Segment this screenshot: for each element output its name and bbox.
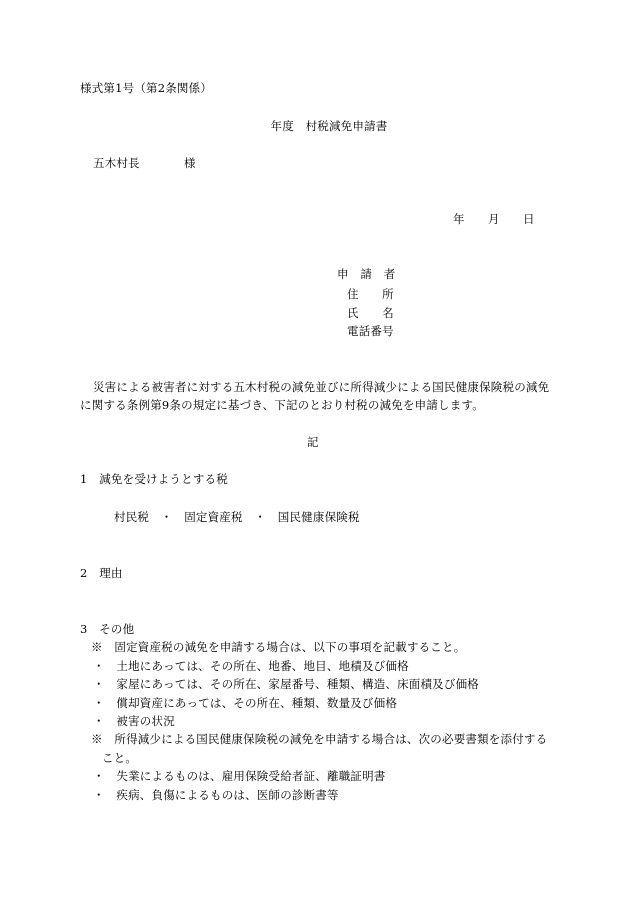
body-text-line-2: に関する条例第9条の規定に基づき、下記のとおり村税の減免を申請します。 <box>80 398 484 412</box>
applicant-heading: 申 請 者 <box>337 267 396 281</box>
section-2-heading: 2 理由 <box>80 566 123 580</box>
ki-heading: 記 <box>307 435 319 449</box>
note-line: ・ 被害の状況 <box>93 714 175 728</box>
addressee-honorific: 様 <box>184 156 196 170</box>
form-number: 様式第1号（第2条関係） <box>80 81 213 95</box>
note-line: ※ 固定資産税の減免を申請する場合は、以下の事項を記載すること。 <box>91 640 466 654</box>
note-line: ・ 償却資産にあっては、その所在、種類、数量及び価格 <box>93 696 398 710</box>
tax-options: 村民税 ・ 固定資産税 ・ 国民健康保険税 <box>114 510 360 524</box>
note-line: ・ 家屋にあっては、その所在、家屋番号、種類、構造、床面積及び価格 <box>93 677 479 691</box>
applicant-name-label: 氏 名 <box>347 306 394 320</box>
addressee-name: 五木村長 <box>93 156 140 170</box>
date-month: 月 <box>488 212 500 226</box>
page-title: 年度 村税減免申請書 <box>270 119 388 133</box>
body-text-line-1: 災害による被害者に対する五木村税の減免並びに所得減少による国民健康保険税の減免 <box>93 380 550 394</box>
date-year: 年 <box>453 212 465 226</box>
note-line: ・ 土地にあっては、その所在、地番、地目、地積及び価格 <box>93 659 409 673</box>
date-day: 日 <box>523 212 535 226</box>
note-line: ・ 疾病、負傷によるものは、医師の診断書等 <box>93 788 339 802</box>
section-3-heading: 3 その他 <box>80 622 135 636</box>
note-line: ※ 所得減少による国民健康保険税の減免を申請する場合は、次の必要書類を添付する <box>91 732 548 746</box>
note-line: ・ 失業によるものは、雇用保険受給者証、離職証明書 <box>93 769 386 783</box>
note-line: こと。 <box>102 751 138 765</box>
applicant-phone-label: 電話番号 <box>347 324 394 338</box>
applicant-address-label: 住 所 <box>347 287 394 301</box>
section-1-heading: 1 減免を受けようとする税 <box>80 472 228 486</box>
